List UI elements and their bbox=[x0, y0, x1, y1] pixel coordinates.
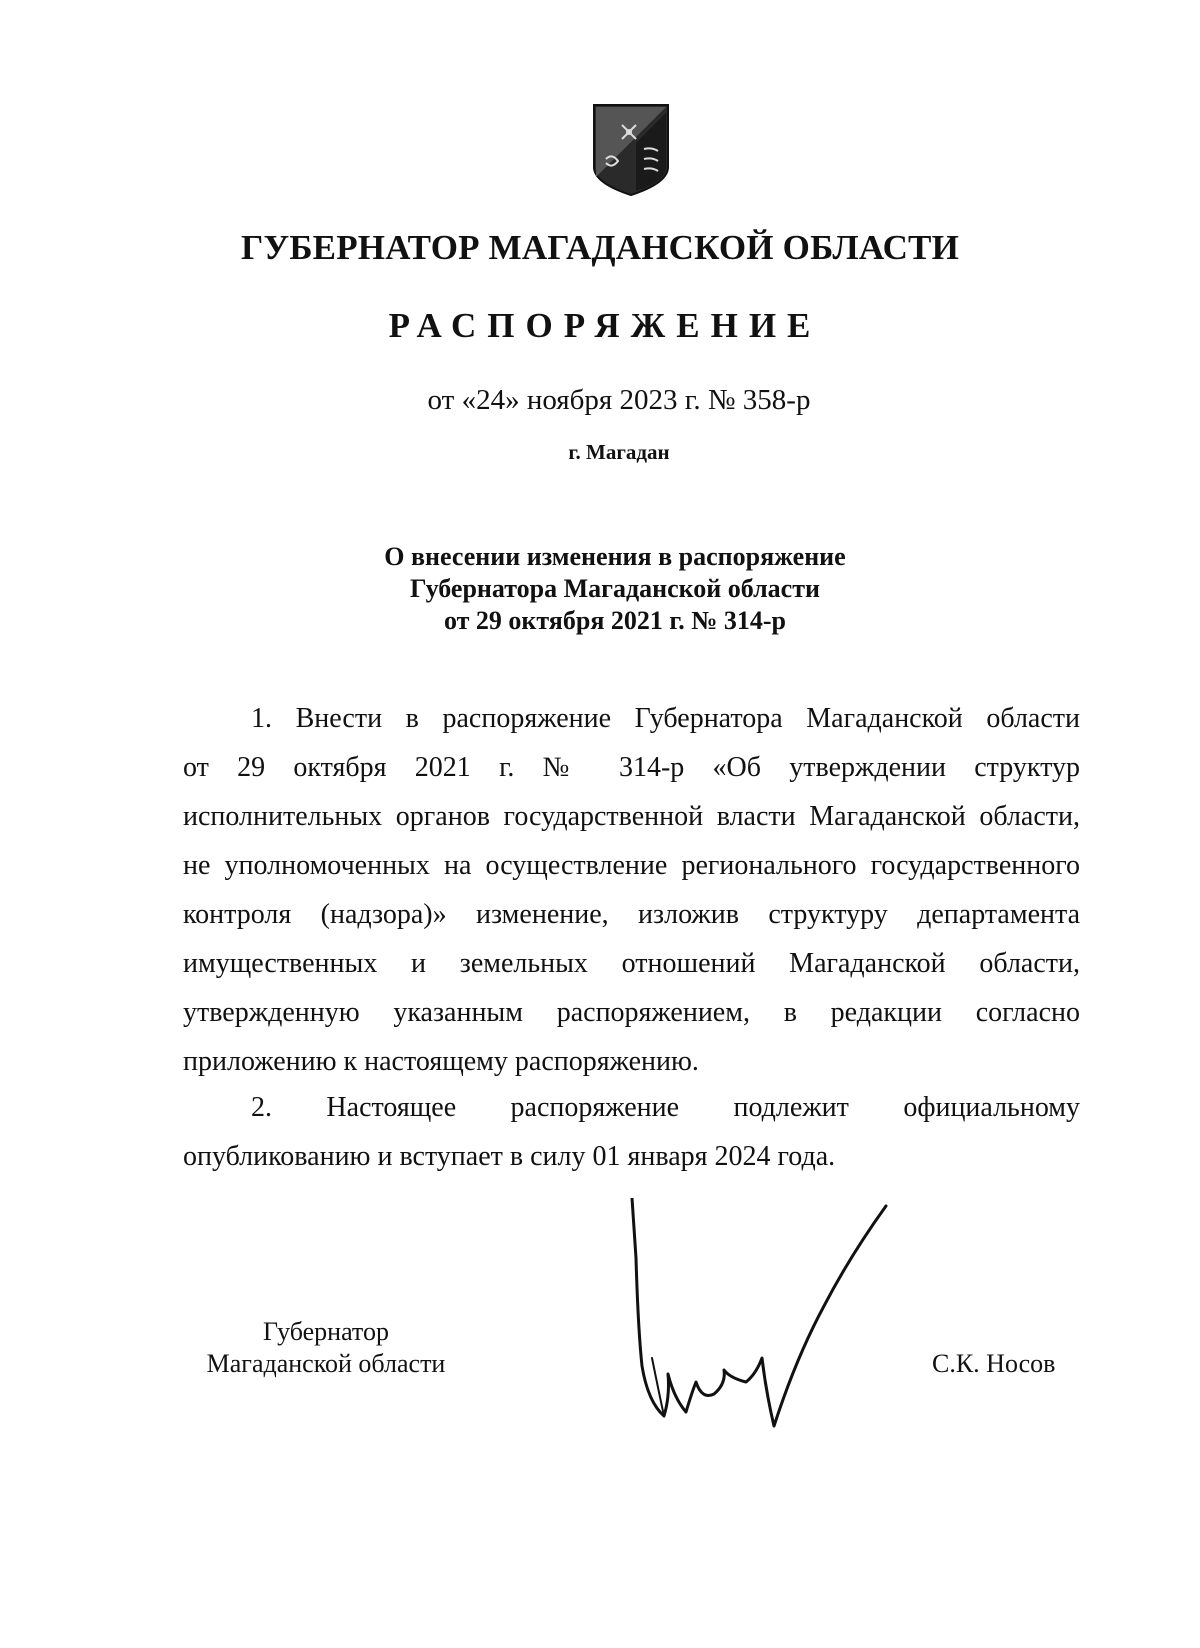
handwritten-signature bbox=[628, 1198, 888, 1434]
signatory-name: С.К. Носов bbox=[932, 1349, 1056, 1378]
paragraph-line: исполнительных органов государственной власти Магаданской области, bbox=[183, 801, 1080, 832]
paragraph-line: от 29 октября 2021 г. № 314-р «Об утверждении структур bbox=[183, 752, 1080, 783]
paragraph-line: контроля (надзора)» изменение, изложив структуру департамента bbox=[183, 899, 1080, 930]
paragraph-line: 1. Внести в распоряжение Губернатора Магаданской области bbox=[251, 703, 1080, 734]
signatory-title bbox=[186, 1316, 466, 1380]
subject-line: О внесении изменения в распоряжение bbox=[384, 542, 846, 571]
paragraph-line: имущественных и земельных отношений Магаданской области, bbox=[183, 948, 1080, 979]
document-type-heading: РАСПОРЯЖЕНИЕ bbox=[388, 306, 822, 345]
authority-heading: ГУБЕРНАТОР МАГАДАНСКОЙ ОБЛАСТИ bbox=[240, 228, 960, 267]
signatory-title-line: Магаданской области bbox=[206, 1349, 446, 1378]
subject-line: от 29 октября 2021 г. № 314-р bbox=[443, 606, 787, 635]
paragraph-2 bbox=[183, 1083, 1080, 1181]
paragraph-1 bbox=[183, 694, 1080, 1086]
coat-of-arms-emblem bbox=[592, 103, 670, 197]
city-line: г. Магадан bbox=[568, 440, 670, 464]
date-and-number: от «24» ноября 2023 г. № 358-р bbox=[427, 384, 811, 416]
paragraph-line: 2. Настоящее распоряжение подлежит официальному bbox=[251, 1092, 1080, 1123]
signatory-title-line: Губернатор bbox=[263, 1317, 389, 1346]
paragraph-line: приложению к настоящему распоряжению. bbox=[183, 1046, 699, 1077]
paragraph-line: утвержденную указанным распоряжением, в редакции согласно bbox=[183, 997, 1080, 1028]
paragraph-line: опубликованию и вступает в силу 01 января 2024 года. bbox=[183, 1141, 836, 1172]
paragraph-line: не уполномоченных на осуществление регионального государственного bbox=[183, 850, 1080, 881]
document-subject bbox=[0, 541, 1200, 637]
subject-line: Губернатора Магаданской области bbox=[410, 574, 820, 603]
